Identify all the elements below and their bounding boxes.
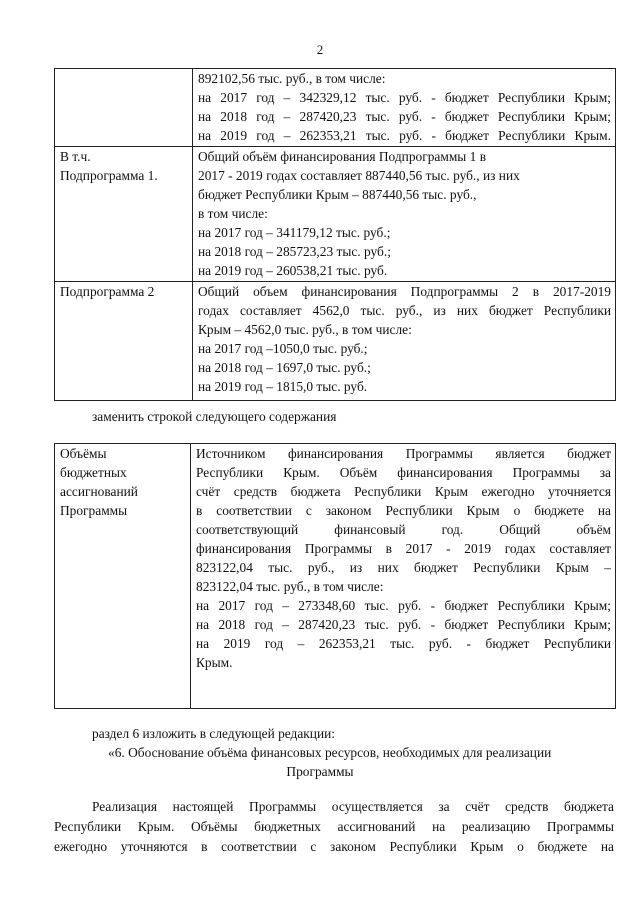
text-line: на 2017 год – 273348,60 тыс. руб. - бюджет Республики Крым; — [196, 598, 611, 613]
body-paragraph — [54, 797, 614, 857]
table-row — [55, 282, 616, 401]
text-line: 823122,04 тыс. руб., из них бюджет Республики Крым – — [196, 560, 611, 575]
text-line: Республики Крым. Объём финансирования Программы за — [196, 465, 611, 480]
table-cell-content — [191, 444, 616, 709]
text-line: Республики Крым. Объёмы бюджетных ассигнований на реализацию Программы — [54, 819, 614, 834]
page-number: 2 — [316, 42, 324, 57]
text-line: счёт средств бюджета Республики Крым ежегодно уточняется — [196, 484, 611, 499]
text-line: бюджет Республики Крым – 887440,56 тыс. руб., — [198, 187, 477, 202]
text-line: Источником финансирования Программы является бюджет — [196, 446, 611, 461]
text-line: Реализация настоящей Программы осуществляется за счёт средств бюджета — [92, 799, 614, 814]
table-row — [55, 444, 616, 709]
text-line: финансирования Программы в 2017 - 2019 годах составляет — [196, 541, 611, 556]
table-cell-label — [55, 282, 193, 401]
text-line: Общий объём финансирования Подпрограммы 1 в — [198, 149, 487, 164]
row-label: В т.ч. — [60, 149, 91, 164]
text-line: соответствующий финансовый год. Общий объём — [196, 522, 611, 537]
table-row — [55, 69, 616, 147]
table-cell-content — [193, 147, 616, 282]
text-line: Общий объем финансирования Подпрограммы 2 в 2017-2019 — [198, 284, 611, 299]
text-line: 823122,04 тыс. руб., в том числе: — [196, 579, 384, 594]
table-cell-content — [193, 282, 616, 401]
table-cell-label — [55, 444, 191, 709]
row-label: ассигнований — [60, 484, 138, 499]
section-instruction: раздел 6 изложить в следующей редакции: — [92, 726, 336, 741]
text-line: на 2018 год – 285723,23 тыс. руб.; — [198, 244, 391, 259]
text-line: Крым. — [196, 655, 233, 670]
financing-table-old — [54, 68, 616, 401]
text-line: 892102,56 тыс. руб., в том числе: — [198, 71, 386, 86]
table-row — [55, 147, 616, 282]
financing-table-new — [54, 443, 616, 709]
section-heading-continued: Программы — [286, 764, 354, 779]
text-line: на 2018 год – 287420,23 тыс. руб. - бюджет Республики Крым; — [198, 109, 611, 124]
table-cell-content — [193, 69, 616, 147]
row-label: Подпрограмма 1. — [60, 168, 158, 183]
table-cell-label — [55, 69, 193, 147]
replace-instruction: заменить строкой следующего содержания — [92, 409, 337, 424]
text-line: на 2017 год – 342329,12 тыс. руб. - бюджет Республики Крым; — [198, 90, 611, 105]
text-line: Крым – 4562,0 тыс. руб., в том числе: — [198, 322, 412, 337]
text-line: на 2019 год – 262353,21 тыс. руб. - бюджет Республики — [196, 636, 611, 651]
row-label: Подпрограмма 2 — [60, 284, 155, 299]
text-line: 2017 - 2019 годах составляет 887440,56 тыс. руб., из них — [198, 168, 520, 183]
row-label: бюджетных — [60, 465, 127, 480]
text-line: на 2019 год – 1815,0 тыс. руб. — [198, 379, 368, 394]
row-label: Объёмы — [60, 446, 107, 461]
text-line: ежегодно уточняются в соответствии с законом Республики Крым о бюджете на — [54, 839, 614, 854]
text-line: на 2018 год – 1697,0 тыс. руб.; — [198, 360, 371, 375]
row-label: Программы — [60, 503, 128, 518]
text-line: годах составляет 4562,0 тыс. руб., из них бюджет Республики — [198, 303, 611, 318]
section-heading: «6. Обоснование объёма финансовых ресурсов, необходимых для реализации — [108, 745, 552, 760]
text-line: в соответствии с законом Республики Крым о бюджете на — [196, 503, 611, 518]
text-line: на 2017 год –1050,0 тыс. руб.; — [198, 341, 368, 356]
text-line: в том числе: — [198, 206, 268, 221]
text-line: на 2019 год – 260538,21 тыс. руб. — [198, 263, 388, 278]
text-line: на 2019 год – 262353,21 тыс. руб. - бюджет Республики Крым. — [198, 128, 611, 143]
text-line: на 2017 год – 341179,12 тыс. руб.; — [198, 225, 391, 240]
text-line: на 2018 год – 287420,23 тыс. руб. - бюджет Республики Крым; — [196, 617, 611, 632]
table-cell-label — [55, 147, 193, 282]
